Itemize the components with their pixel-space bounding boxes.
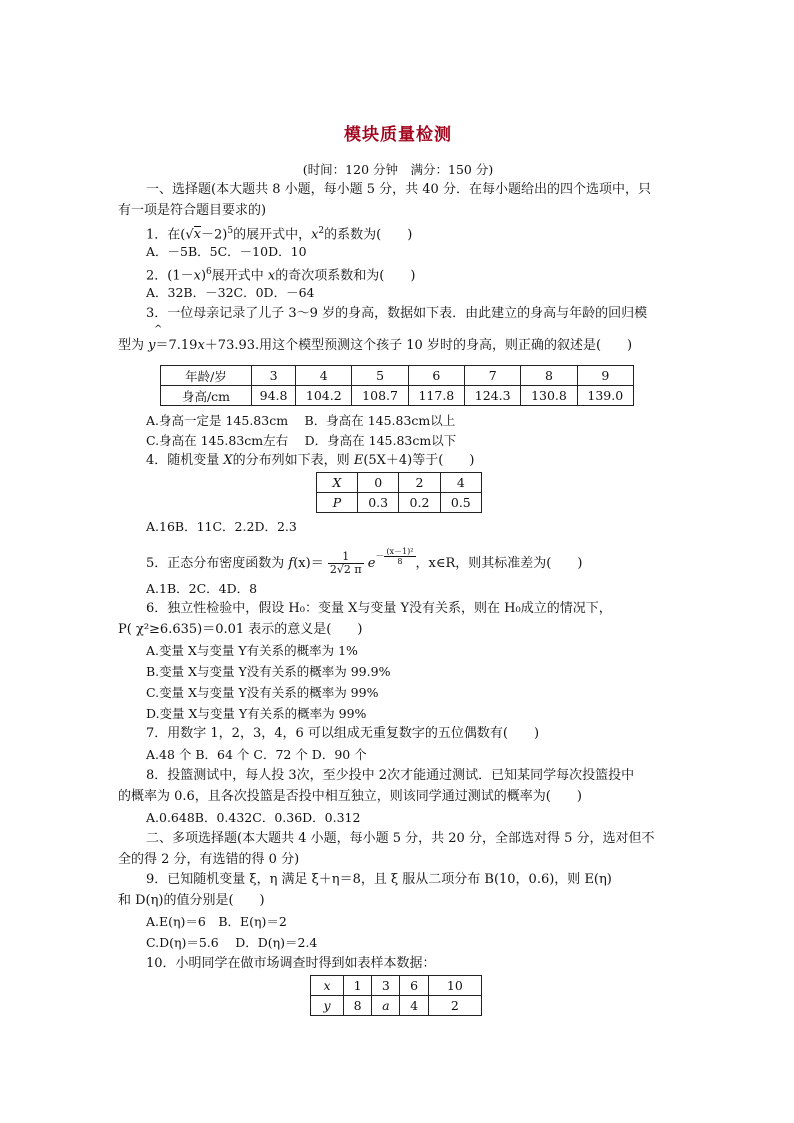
- q6-line2: P( χ²≥6.635)＝0.01 表示的意义是( ): [118, 622, 363, 637]
- section2-heading-line1: 二、多项选择题(本大题共 4 小题，每小题 5 分，共 20 分，全部选对得 5 分，选对但不: [146, 831, 655, 846]
- q3-l2-post: ＋73.93.用这个模型预测这个孩子 10 岁时的身高，则正确的叙述是( ): [204, 338, 633, 353]
- q5-e: e: [367, 556, 376, 571]
- q2-post: 展开式中: [211, 268, 268, 284]
- q3-table: [160, 365, 634, 406]
- q5-exp-fraction: [384, 547, 415, 566]
- q10-table: [310, 975, 482, 1016]
- q2-var2: x: [267, 268, 276, 284]
- q3-l2-x: x: [197, 338, 205, 353]
- page-title: 模块质量检测: [344, 125, 452, 145]
- table-cell: 10: [428, 976, 481, 996]
- table-cell: 9: [577, 366, 633, 386]
- table-row: [161, 386, 634, 406]
- q9-options-1: A.E(η)＝6 B．E(η)＝2: [146, 914, 287, 929]
- q1-pre: 1．在(: [146, 227, 186, 243]
- table-cell: 4: [440, 473, 481, 493]
- question-10: 10．小明同学在做市场调查时得到如表样本数据：: [146, 956, 436, 971]
- q5-fraction: [328, 551, 364, 576]
- table-cell: 2: [428, 996, 481, 1016]
- q5-pre: 5．正态分布密度函数为: [146, 556, 289, 571]
- table-cell: 0.5: [440, 493, 481, 513]
- q10-table-x-label: x: [323, 978, 331, 993]
- table-cell: 8: [344, 996, 372, 1016]
- q4-var: X: [223, 453, 233, 468]
- q3-hat: ^: [154, 324, 163, 335]
- table-row: [311, 996, 482, 1016]
- q1-exp5: 5: [227, 226, 234, 236]
- q3-l2-pre: 型为: [118, 338, 149, 353]
- q3-yhat: y: [148, 338, 156, 353]
- q7-options: A.48 个 B．64 个 C．72 个 D．90 个: [146, 747, 367, 762]
- q9-options-2: C.D(η)＝5.6 D．D(η)＝2.4: [146, 935, 318, 950]
- table-cell: 3: [252, 366, 296, 386]
- table-cell: 5: [352, 366, 408, 386]
- q6-line1: 6．独立性检验中，假设 H₀：变量 X与变量 Y没有关系，则在 H₀成立的情况下，: [146, 601, 612, 616]
- q3-line2: [118, 336, 632, 356]
- q3-l2-eq: ＝7.19: [155, 338, 198, 353]
- table-cell: [317, 473, 358, 493]
- table-cell: 0: [358, 473, 399, 493]
- q4-options: A.16B．11C．2.2D．2.3: [146, 519, 297, 534]
- table-row: [317, 473, 482, 493]
- section2-heading-line2: 全的得 2 分，有选错的得 0 分): [118, 852, 300, 867]
- table-cell: 94.8: [252, 386, 296, 406]
- q6-option-d: D.变量 X与变量 Y有关系的概率为 99%: [146, 706, 367, 721]
- q1-root-var: x: [193, 227, 201, 243]
- table-cell: 104.2: [296, 386, 352, 406]
- q2-options: A．32B．－32C．0D．－64: [146, 285, 315, 300]
- q1-var: x: [311, 227, 319, 243]
- sqrt-symbol: √: [185, 227, 194, 243]
- q5-exp-den: 8: [397, 557, 403, 566]
- table-cell: 6: [400, 976, 428, 996]
- table-cell: [311, 996, 344, 1016]
- q8-line2: 的概率为 0.6，且各次投篮是否投中相互独立，则该同学通过测试的概率为( ): [118, 789, 582, 804]
- q4-table: [316, 472, 482, 513]
- q3-options-2: C.身高在 145.83cm左右 D．身高在 145.83cm以下: [146, 433, 457, 448]
- section1-heading-line2: 有一项是符合题目要求的): [118, 203, 267, 218]
- q2-post0: ): [200, 268, 207, 284]
- table-cell: 6: [408, 366, 464, 386]
- q9-line2: 和 D(η)的值分别是( ): [118, 893, 265, 908]
- table-cell: 139.0: [577, 386, 633, 406]
- table-cell: 3: [372, 976, 400, 996]
- table-cell: 身高/cm: [161, 386, 252, 406]
- q6-option-b: B.变量 X与变量 Y没有关系的概率为 99.9%: [146, 664, 391, 679]
- table-cell: 117.8: [408, 386, 464, 406]
- q1-options: A．－5B．5C．－10D．10: [146, 244, 307, 259]
- table-cell: [372, 996, 400, 1016]
- q8-options: A.0.648B．0.432C．0.36D．0.312: [146, 810, 361, 825]
- section1-heading-line1: 一、选择题(本大题共 8 小题，每小题 5 分，共 40 分．在每小题给出的四个选项中，只: [146, 182, 651, 197]
- question-4: [146, 451, 474, 471]
- q6-option-c: C.变量 X与变量 Y没有关系的概率为 99%: [146, 685, 379, 700]
- q5-minus: －: [375, 552, 385, 562]
- q2-post2: 的奇次项系数和为( ): [275, 268, 416, 284]
- table-cell: 7: [465, 366, 521, 386]
- table-cell: 0.2: [399, 493, 440, 513]
- table-cell: 4: [400, 996, 428, 1016]
- table-cell: [311, 976, 344, 996]
- table-cell: 124.3: [465, 386, 521, 406]
- q3-options-1: A.身高一定是 145.83cm B．身高在 145.83cm以上: [146, 413, 456, 428]
- table-cell: 年龄/岁: [161, 366, 252, 386]
- q5-exp-num: (x－1)²: [386, 547, 414, 556]
- q10-table-y-label: y: [323, 998, 331, 1013]
- q4-mid: 的分布列如下表，则: [232, 453, 354, 468]
- q3-line1: 3．一位母亲记录了儿子 3～9 岁的身高，数据如下表．由此建立的身高与年龄的回归模: [146, 306, 648, 321]
- question-5: [146, 544, 582, 577]
- table-row: [317, 493, 482, 513]
- q5-f: f: [288, 556, 294, 571]
- table-row: [311, 976, 482, 996]
- q5-fx: (x)＝: [293, 556, 324, 571]
- q4-post: (5X＋4)等于( ): [363, 453, 475, 468]
- q5-options: A.1B．2C．4D．8: [146, 581, 258, 596]
- q5-num: 1: [328, 551, 364, 564]
- q1-mid: －2): [200, 227, 228, 243]
- q1-post2: 的系数为( ): [324, 227, 413, 243]
- table-cell: 8: [521, 366, 577, 386]
- q9-line1: 9．已知随机变量 ξ，η 满足 ξ＋η＝8，且 ξ 服从二项分布 B(10，0.6)，则 E(η): [146, 872, 612, 887]
- table-cell: 1: [344, 976, 372, 996]
- q6-option-a: A.变量 X与变量 Y有关系的概率为 1%: [146, 643, 358, 658]
- table-cell: [317, 493, 358, 513]
- table-row: [161, 366, 634, 386]
- q4-E: E: [353, 453, 364, 468]
- q2-exp: 6: [206, 267, 212, 277]
- q8-line1: 8．投篮测试中，每人投 3次，至少投中 2次才能通过测试．已知某同学每次投篮投中: [146, 768, 635, 783]
- q2-pre: 2．(1－: [146, 268, 194, 284]
- q10-table-a: a: [382, 998, 390, 1013]
- q4-table-x-label: X: [332, 475, 342, 490]
- table-cell: 2: [399, 473, 440, 493]
- q1-post1: 的展开式中，: [233, 227, 312, 243]
- q4-table-p-label: P: [332, 495, 342, 510]
- q5-post: ，x∈R，则其标准差为( ): [415, 556, 583, 571]
- question-7: 7．用数字 1，2，3，4，6 可以组成无重复数字的五位偶数有( ): [146, 726, 540, 741]
- table-cell: 0.3: [358, 493, 399, 513]
- q4-pre: 4．随机变量: [146, 453, 224, 468]
- table-cell: 108.7: [352, 386, 408, 406]
- q5-den: 2√2 π: [329, 563, 362, 576]
- q2-var: x: [193, 268, 201, 284]
- page-subtitle: (时间：120 分钟 满分：150 分): [302, 162, 494, 177]
- q1-exp2: 2: [318, 226, 325, 236]
- table-cell: 130.8: [521, 386, 577, 406]
- table-cell: 4: [296, 366, 352, 386]
